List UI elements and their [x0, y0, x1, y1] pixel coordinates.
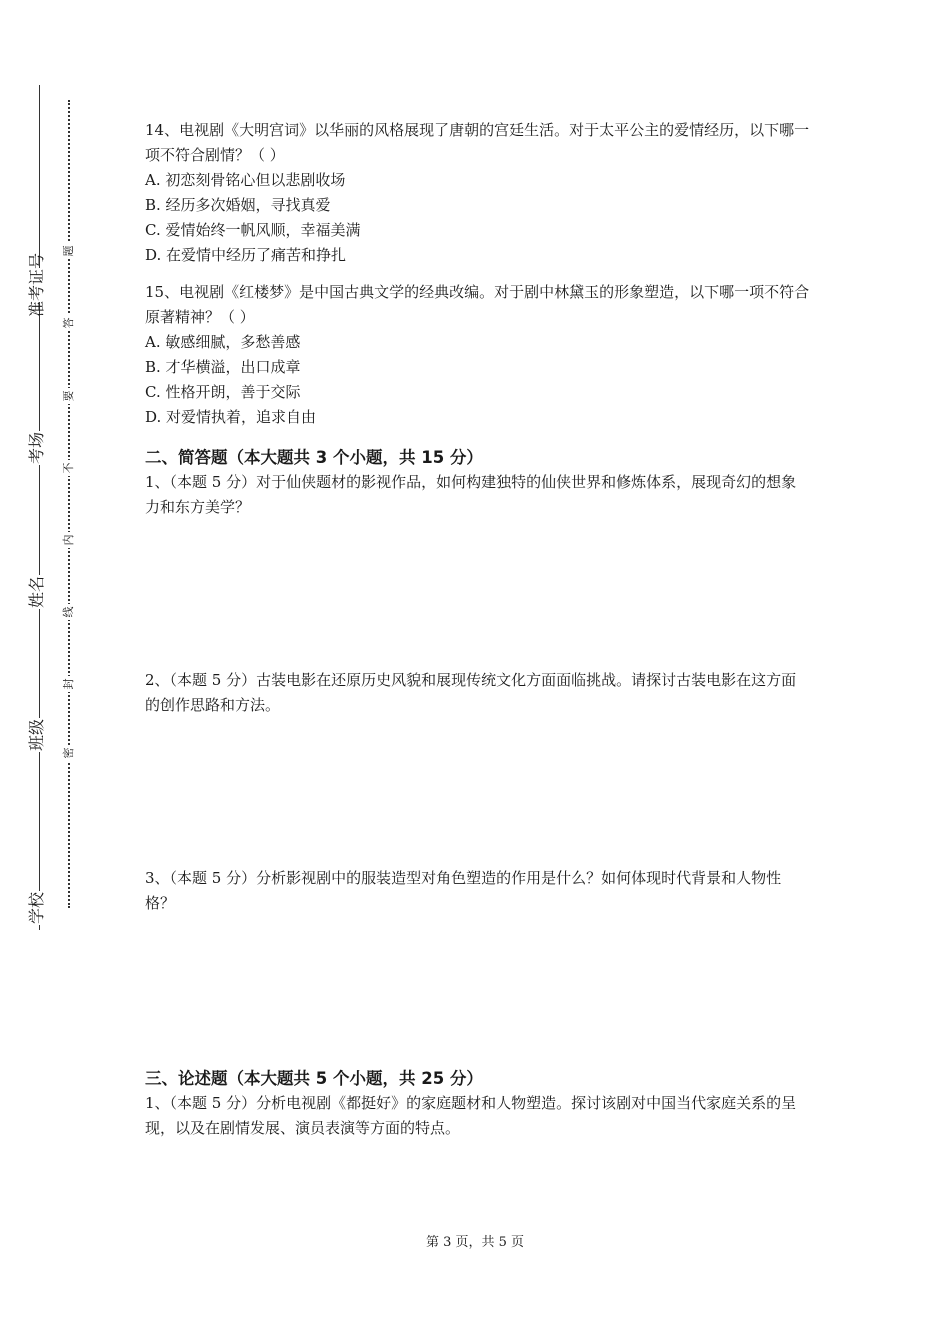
- option-a: A. 敏感细腻，多愁善感: [145, 333, 301, 351]
- short-answer-3: [145, 866, 810, 916]
- seal-char: 要: [60, 388, 76, 404]
- answer-space[interactable]: [145, 718, 810, 866]
- seal-char: 密: [60, 745, 76, 761]
- question-stem: 14、电视剧《大明宫词》以华丽的风格展现了唐朝的宫廷生活。对于太平公主的爱情经历，以下哪一项不符合剧情？（ ）: [145, 121, 810, 164]
- field-exam-number: 准考证号: [5, 268, 65, 302]
- seal-char: 封: [60, 676, 76, 692]
- option-d: D. 对爱情执着，追求自由: [145, 408, 317, 426]
- question-stem: 1、（本题 5 分）分析电视剧《都挺好》的家庭题材和人物塑造。探讨该剧对中国当代家庭关系的呈现，以及在剧情发展、演员表演等方面的特点。: [145, 1094, 797, 1137]
- short-answer-2: [145, 668, 810, 718]
- option-a: A. 初恋刻骨铭心但以悲剧收场: [145, 171, 346, 189]
- field-class: 班级: [5, 718, 65, 752]
- option-c: C. 爱情始终一帆风顺，幸福美满: [145, 221, 361, 239]
- option-b: B. 才华横溢，出口成章: [145, 358, 301, 376]
- question-stem: 15、电视剧《红楼梦》是中国古典文学的经典改编。对于剧中林黛玉的形象塑造，以下哪一项不符合原著精神？（ ）: [145, 283, 810, 326]
- field-exam-room: 考场: [5, 431, 65, 465]
- field-name: 姓名: [5, 575, 65, 609]
- short-answer-1: [145, 470, 810, 520]
- question-15: [145, 280, 810, 430]
- field-school: 学校: [5, 891, 65, 925]
- seal-char: 线: [60, 604, 76, 620]
- answer-space[interactable]: [145, 520, 810, 668]
- question-stem: 3、（本题 5 分）分析影视剧中的服装造型对角色塑造的作用是什么？如何体现时代背景和人物性格？: [145, 869, 782, 912]
- section-2-title: 二、简答题（本大题共 3 个小题，共 15 分）: [145, 448, 483, 467]
- exam-content: [145, 118, 810, 1141]
- page-number: 第 3 页，共 5 页: [425, 1235, 525, 1250]
- seal-char: 答: [60, 315, 76, 331]
- essay-1: [145, 1091, 810, 1141]
- option-c: C. 性格开朗，善于交际: [145, 383, 301, 401]
- question-stem: 2、（本题 5 分）古装电影在还原历史风貌和展现传统文化方面面临挑战。请探讨古装电影在这方面的创作思路和方法。: [145, 671, 797, 714]
- question-14: [145, 118, 810, 268]
- seal-char: 题: [60, 243, 76, 259]
- section-3-title: 三、论述题（本大题共 5 个小题，共 25 分）: [145, 1069, 483, 1088]
- question-stem: 1、（本题 5 分）对于仙侠题材的影视作品，如何构建独特的仙侠世界和修炼体系，展现奇幻的想象力和东方美学？: [145, 473, 797, 516]
- binding-solid-line: [39, 85, 40, 930]
- answer-space[interactable]: [145, 916, 810, 1066]
- option-b: B. 经历多次婚姻，寻找真爱: [145, 196, 331, 214]
- option-d: D. 在爱情中经历了痛苦和挣扎: [145, 246, 347, 264]
- seal-dotted-line: [68, 100, 70, 908]
- seal-char: 不: [60, 460, 76, 476]
- seal-char: 内: [60, 532, 76, 548]
